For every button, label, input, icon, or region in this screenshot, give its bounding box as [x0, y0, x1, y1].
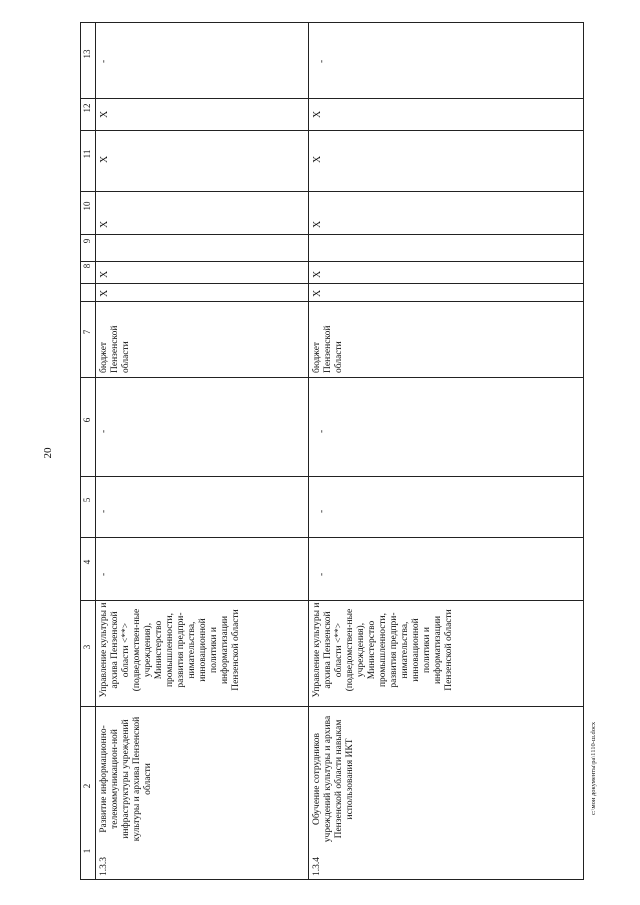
- column-divider: [81, 234, 583, 235]
- header-col-6: 6: [82, 417, 92, 423]
- cell-col-4: -: [317, 572, 327, 576]
- header-col-2: 2: [82, 783, 92, 789]
- row-number: 1.3.3: [99, 857, 109, 876]
- cell-col-10: X: [312, 220, 323, 228]
- cell-col-8: X: [99, 289, 110, 297]
- cell-col-11: X: [99, 155, 110, 163]
- row-divider: [308, 23, 309, 879]
- cell-col-4: -: [99, 572, 109, 576]
- column-divider: [81, 706, 583, 707]
- column-divider: [81, 476, 583, 477]
- cell-col-9: X: [312, 270, 323, 278]
- executor: Управление культуры и архива Пензенской области <**> (подведомствен-ные учреждения), Министерство промышленности, развития предпри-нимательства, инновационной политики и информатизации Пензенской области: [99, 602, 241, 698]
- cell-col-11: X: [312, 155, 323, 163]
- header-col-7: 7: [82, 329, 92, 335]
- column-divider: [81, 537, 583, 538]
- cell-col-13: -: [317, 59, 327, 63]
- cell-col-5: -: [99, 509, 109, 513]
- column-divider: [81, 283, 583, 284]
- column-divider: [81, 261, 583, 262]
- executor: Управление культуры и архива Пензенской области <**> (подведомствен-ные учреждения), Министерство промышленности, развития предпри-нимательства, инновационной политики и информатизации Пензенской области: [312, 602, 454, 698]
- cell-col-12: X: [99, 110, 110, 118]
- event-name: Развитие информационно-телекоммуникацион-ной инфраструктуры учреждений культуры и архива Пензенской области: [99, 716, 153, 842]
- header-col-9: 9: [82, 238, 92, 244]
- footer-file-path: c:\мои документы\ра\1110-ш.docx: [590, 721, 597, 815]
- cell-col-9: X: [99, 270, 110, 278]
- funding-source: бюджет Пензенской области: [99, 325, 131, 373]
- row-divider: [95, 23, 96, 879]
- cell-col-10: X: [99, 220, 110, 228]
- header-col-1: 1: [82, 848, 92, 854]
- cell-col-8: X: [312, 289, 323, 297]
- event-name: Обучение сотрудников учреждений культуры и архива Пензенской области навыкам использования ИКТ: [312, 715, 355, 843]
- cell-col-6: -: [99, 429, 109, 433]
- cell-col-13: -: [99, 59, 109, 63]
- header-col-5: 5: [82, 497, 92, 503]
- cell-col-12: X: [312, 110, 323, 118]
- header-col-3: 3: [82, 644, 92, 650]
- cell-col-6: -: [317, 429, 327, 433]
- header-col-13: 13: [82, 49, 92, 59]
- header-col-4: 4: [82, 559, 92, 565]
- header-col-8: 8: [82, 263, 92, 269]
- column-divider: [81, 130, 583, 131]
- row-number: 1.3.4: [312, 857, 322, 876]
- page-number: 20: [42, 447, 54, 459]
- header-col-10: 10: [82, 201, 92, 211]
- rotated-table: [80, 22, 584, 880]
- header-col-12: 12: [82, 103, 92, 113]
- funding-source: бюджет Пензенской области: [312, 325, 344, 373]
- column-divider: [81, 98, 583, 99]
- column-divider: [81, 301, 583, 302]
- column-divider: [81, 191, 583, 192]
- cell-col-5: -: [317, 509, 327, 513]
- header-col-11: 11: [82, 149, 92, 159]
- column-divider: [81, 377, 583, 378]
